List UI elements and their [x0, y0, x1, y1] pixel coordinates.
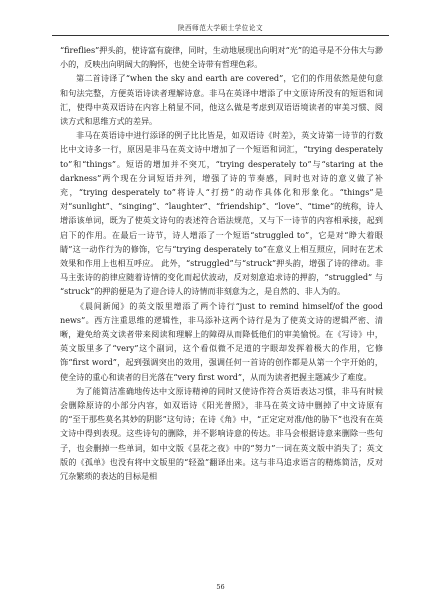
- paragraph: 为了能简洁准确地传达中文原诗精神的同时又使诗作符合英语表达习惯，非马有时候会删除原诗的小部分内容，如双语诗《阳光普照》，非马在英文诗中删掉了中文诗原有的“至于那些莫名其妙的阴影”这句诗；在诗《角》中，“正定定对准/他的胁下”也没有在英文诗中得到表现。这些诗句的删除，并不影响诗意的传达。非马会根据诗意来删除一些句子，也会删掉一些单词，如中文版《昙花之夜》中的“努力”一词在英文版中消失了；英文版的《孤单》也没有将中文版里的“轻盈”翻译出来。这与非马追求语言的精炼简洁，反对冗杂繁琐的表达的目标是相: [60, 385, 383, 482]
- page-number: 56: [216, 583, 225, 591]
- paragraph: 非马在英语诗中进行添译的例子比比皆是，如双语诗《时差》，英文诗第一诗节的行数比中文诗多一行，原因是非马在英文诗中增加了一个短语和词汇，“trying desperately to”和“things”。短语的增加并不突兀，“trying desperately to”与“staring at the darkness”两个现在分词短语并列，增强了诗的节奏感，同时也对诗的意义做了补充，“trying desperately to”将诗人“打捞”的动作具体化和形象化。“things”是对“sunlight”、“singing”、“laughter”、“friendship”、“love”、“time”的统称，诗人增添该单词，既为了使英文诗句的表述符合语法规范，又与下一诗节的内容相承接，起到启下的作用。在最后一诗节，诗人增添了一个短语“struggled to”，它是对“睁大着眼睛”这一动作行为的修饰，它与“trying desperately to”在意义上相互照应，同时在艺术效果和作用上也相互呼应。 此外，“struggled”与“struck”押头韵，增强了诗的律动。非马主张诗的韵律应随着诗情的变化而起伏波动，反对刻意追求诗的押韵，“struggled” 与 “struck”的押韵便是为了迎合诗人的诗情而非刻意为之，是自然的、非人为的。: [60, 130, 383, 297]
- paragraph: 《晨间新闻》的英文版里增添了两个诗行“just to remind himself/of the good news”。西方注重思维的逻辑性，非马添补这两个诗行是为了使英文诗的逻辑严密、清晰，避免给英文读者带来阅读和理解上的障碍从而降低他们的审美愉悦。在《写诗》中，英文版里多了“very”这个副词，这个看似微不足道的字眼却发挥着极大的作用，它修饰“first word”，起到强调突出的效用，强调任何一首诗的创作都是从第一个字开始的，使全诗的重心和读者的目光落在“very first word”，从而为读者把握主题减少了难度。: [60, 300, 383, 382]
- running-header: 陕西师范大学硕士学位论文: [52, 22, 389, 36]
- body-text: [60, 43, 383, 483]
- paragraph: “fireflies”押头韵，使诗富有旋律，同时，生动地展现出向明对“光”的追寻是不分伟大与渺小的，反映出向明阔大的胸怀，也使全诗带有哲理色彩。: [60, 45, 383, 70]
- paragraph: 第二首诗译了“when the sky and earth are covered”，它们的作用依然是使句意和句法完整，方便英语诗读者理解诗意。非马在英译中增添了中文原诗所没有的短语和词汇，使得中英双语诗在内容上稍显不同，他这么做是考虑到双语语境读者的审美习惯、阅读方式和思维方式的差异。: [60, 73, 383, 127]
